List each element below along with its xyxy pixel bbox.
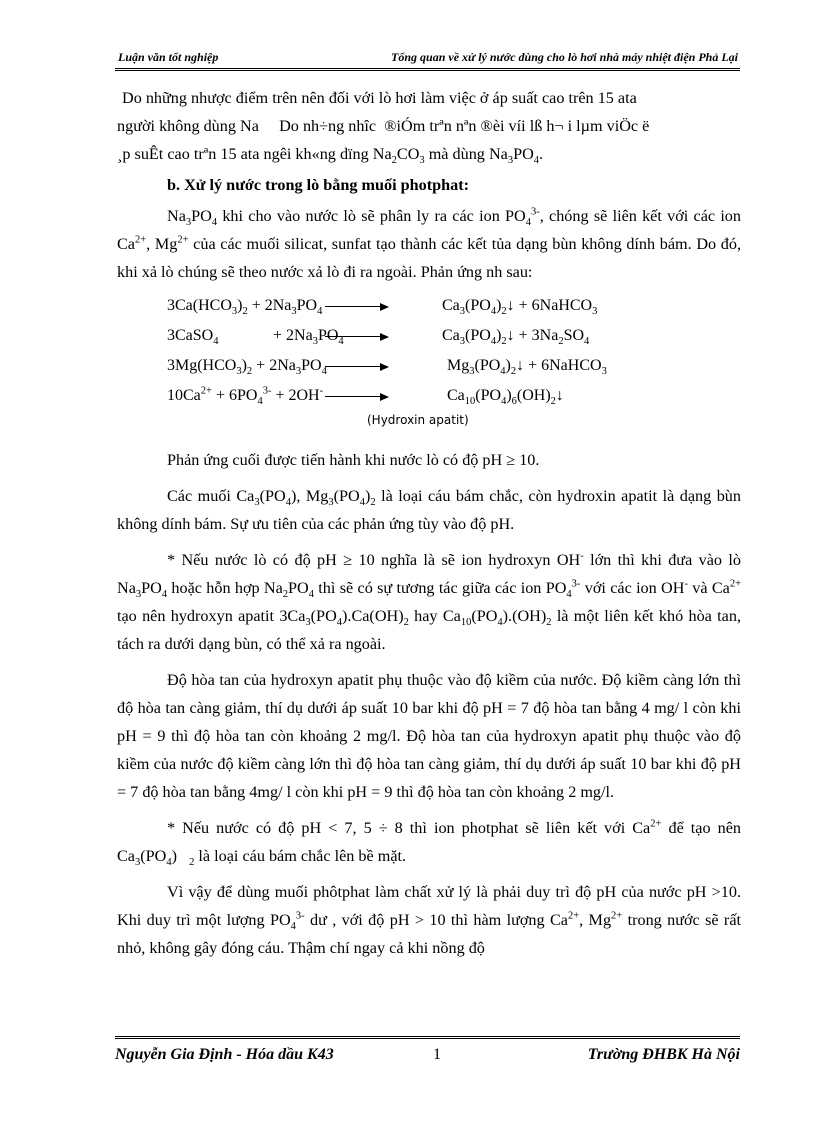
reaction-4: $10Ca^{2+} + 6PO_4^{3-} + 2OH^-$ $Ca_{10}(PO_4)_6(OH)_2↓$ <box>167 385 564 408</box>
reaction-arrow <box>325 366 387 367</box>
intro-line-3: ¸p suÊt cao trªn 15 ata ngêi kh«ng dïng $Na_2CO_3$ mà dùng $Na_3PO_4$. <box>117 145 544 167</box>
paragraph-ph-high: * Nếu nước lò có độ pH ≥ 10 nghĩa là sẽ ion hydroxyn OH- lớn thì khi đưa vào lò $Na_3PO_4$ hoặc hỗn hợp $Na_2PO_4$ thì sẽ có sự tương tác giữa các ion $PO_4^{3-}$ với các ion OH- và $Ca^{2+}$ tạo nên hydroxyn apatit $3Ca_3(PO_4).Ca(OH)_2$ hay $Ca_{10}(PO_4).(OH)_2$ là một liên kết khó hòa tan, tách ra dưới dạng bùn, có thể xả ra ngoài. <box>117 550 742 653</box>
hydroxin-apatit-label: (Hydroxin apatit) <box>367 413 469 427</box>
page-body <box>117 84 741 962</box>
section-heading-b: b. Xử lý nước trong lò bằng muối photphat: <box>167 176 469 194</box>
footer-author: Nguyễn Gia Định - Hóa dầu K43 <box>115 1046 334 1063</box>
header-left: Luận văn tốt nghiệp <box>118 50 219 64</box>
paragraph-solubility: Độ hòa tan của hydroxyn apatit phụ thuộc vào độ kiềm của nước. Độ kiềm càng lớn thì độ hòa tan càng giảm, thí dụ dưới áp suất 10 bar khi độ pH = 7 độ hòa tan bằng 4 mg/ l còn khi pH = 9 thì độ hòa tan còn khoảng 2 mg/l. Độ hòa tan của hydroxyn apatit phụ thuộc vào độ kiềm của nước độ kiềm càng lớn thì độ hòa tan càng giảm, thí dụ dưới áp suất 10 bar khi độ pH = 7 độ hòa tan bằng 4mg/ l còn khi pH = 9 thì độ hòa tan còn khoảng 2 mg/l. <box>117 671 741 801</box>
paragraph-ph-low: * Nếu nước có độ pH < 7, 5 ÷ 8 thì ion photphat sẽ liên kết với $Ca^{2+}$ để tạo nên $Ca_3(PO_4)$ $_2$ là loại cáu bám chắc lên bề mặt. <box>117 818 741 869</box>
reaction-1: $3Ca(HCO_3)_2 + 2Na_3PO_4$ $Ca_3(PO_4)_2↓$ + 6NaHCO$_3$ <box>167 297 598 318</box>
footer-school: Trường ĐHBK Hà Nội <box>587 1046 740 1063</box>
reaction-arrow <box>325 306 387 307</box>
page-footer <box>115 1036 740 1069</box>
reaction-arrow <box>325 396 387 397</box>
page-number: 1 <box>433 1046 441 1063</box>
reaction-2: 3CaSO$_4$ + $2Na_3PO_4$ $Ca_3(PO_4)_2↓ + 3Na_2SO_4$ <box>167 327 590 348</box>
header-right: Tổng quan về xử lý nước dùng cho lò hơi nhà máy nhiệt điện Phả Lại <box>391 50 738 64</box>
reaction-arrow <box>325 336 387 337</box>
intro-line-1: Do những nhược điểm trên nên đối với lò hơi làm việc ở áp suất cao trên 15 ata <box>122 89 637 107</box>
page-header <box>115 46 740 71</box>
paragraph-phosphate: $Na_3PO_4$ khi cho vào nước lò sẽ phân ly ra các ion $PO_4^{3-}$, chóng sẽ liên kết với các ion $Ca^{2+}$, $Mg^{2+}$ của các muối silicat, sunfat tạo thành các kết tủa dạng bùn không dính bám. Do đó, khi xả lò chúng sẽ theo nước xả lò đi ra ngoài. Phản ứng nh sau: <box>117 206 741 281</box>
paragraph-salts: Các muối $Ca_3(PO_4)$, $Mg_3(PO_4)_2$ là loại cáu bám chắc, còn hydroxin apatit là dạng bùn không dính bám. Sự ưu tiên của các phản ứng tùy vào độ pH. <box>117 487 741 533</box>
paragraph-ph-condition: Phản ứng cuối được tiến hành khi nước lò có độ pH ≥ 10. <box>167 451 540 469</box>
intro-line-2: người không dùng Na Do nh÷ng nhîc ®iÓm trªn nªn ®èi víi lß h¬ i lµm viÖc ë <box>117 117 650 135</box>
paragraph-conclusion: Vì vậy để dùng muối phôtphat làm chất xử lý là phải duy trì độ pH của nước pH >10. Khi duy trì một lượng $PO_4^{3-}$ dư , với độ pH > 10 thì hàm lượng $Ca^{2+}$, $Mg^{2+}$ trong nước sẽ rất nhỏ, không gây đóng cáu. Thậm chí ngay cả khi nồng độ <box>117 883 742 957</box>
reaction-3: $3Mg(HCO_3)_2 + 2Na_3PO_4$ $Mg_3(PO_4)_2↓$ + 6NaHCO$_3$ <box>167 357 607 378</box>
